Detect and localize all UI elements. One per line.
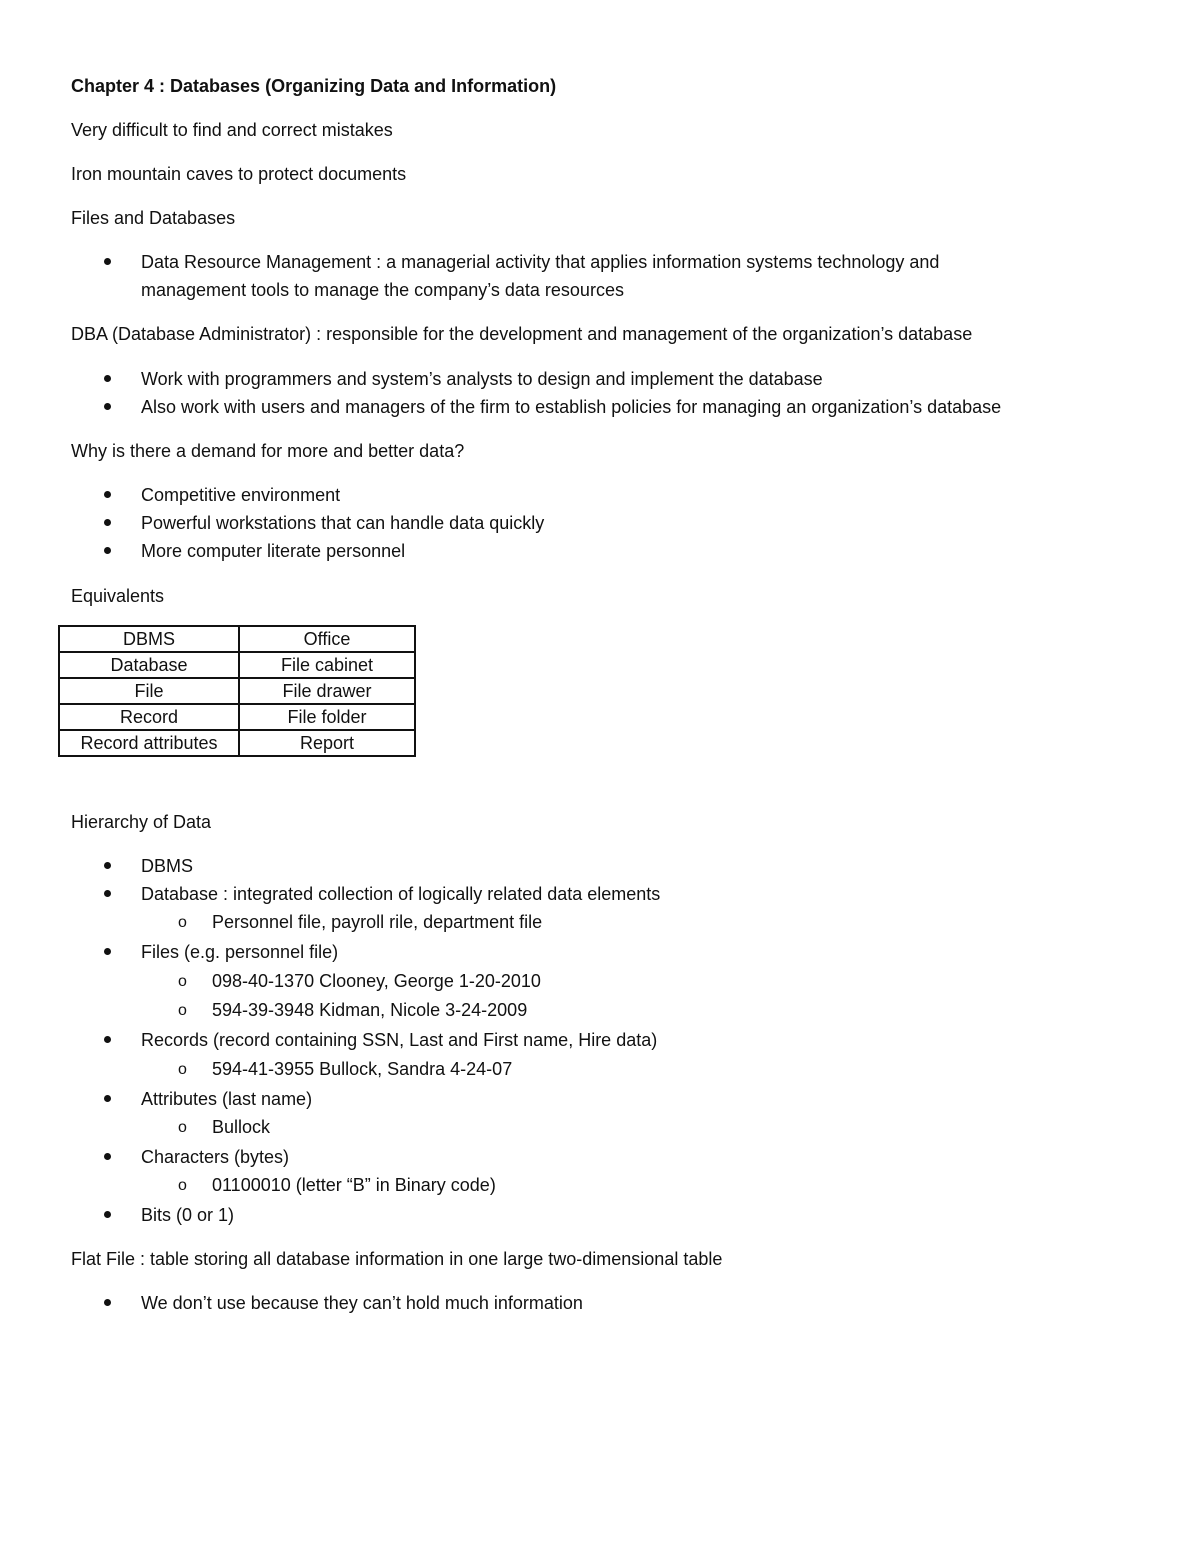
table-cell: DBMS xyxy=(59,626,239,652)
bullet-icon xyxy=(104,948,111,955)
bullet-icon xyxy=(104,1036,111,1043)
list-item: Competitive environment xyxy=(141,485,341,505)
list-item: Bits (0 or 1) xyxy=(141,1205,235,1225)
sub-list-item: 594-39-3948 Kidman, Nicole 3-24-2009 xyxy=(212,1000,528,1020)
bullet-icon xyxy=(104,258,111,265)
bullet-icon xyxy=(104,890,111,897)
sub-list-item: Personnel file, payroll rile, department file xyxy=(212,912,543,932)
list-item: We don’t use because they can’t hold much information xyxy=(141,1293,583,1313)
table-cell: Record attributes xyxy=(59,730,239,756)
bullet-icon xyxy=(104,1153,111,1160)
bullet-icon xyxy=(104,403,111,410)
list-item: Work with programmers and system’s analysts to design and implement the database xyxy=(141,369,823,389)
section-heading-hierarchy: Hierarchy of Data xyxy=(71,812,212,832)
sub-bullet-icon: o xyxy=(178,914,187,931)
list-item: DBMS xyxy=(141,856,194,876)
table-cell: File drawer xyxy=(239,678,415,704)
section-heading-files: Files and Databases xyxy=(71,208,236,228)
equivalents-table xyxy=(58,625,416,757)
sub-bullet-icon: o xyxy=(178,973,187,990)
table-row xyxy=(59,626,415,652)
page-title: Chapter 4 : Databases (Organizing Data and Information) xyxy=(71,76,557,96)
bullet-icon xyxy=(104,375,111,382)
intro-line: Very difficult to find and correct mistakes xyxy=(71,120,393,140)
intro-line: Iron mountain caves to protect documents xyxy=(71,164,407,184)
table-row xyxy=(59,678,415,704)
table-cell: File cabinet xyxy=(239,652,415,678)
sub-list-item: 098-40-1370 Clooney, George 1-20-2010 xyxy=(212,971,541,991)
table-row xyxy=(59,652,415,678)
list-item: Attributes (last name) xyxy=(141,1089,313,1109)
bullet-icon xyxy=(104,519,111,526)
sub-list-item: 01100010 (letter “B” in Binary code) xyxy=(212,1175,496,1195)
section-heading-equivalents: Equivalents xyxy=(71,586,165,606)
bullet-icon xyxy=(104,862,111,869)
section-heading-demand: Why is there a demand for more and better data? xyxy=(71,441,465,461)
bullet-icon xyxy=(104,1211,111,1218)
bullet-icon xyxy=(104,547,111,554)
list-item: More computer literate personnel xyxy=(141,541,406,561)
sub-bullet-icon: o xyxy=(178,1177,187,1194)
list-item: Database : integrated collection of logically related data elements xyxy=(141,884,661,904)
bullet-icon xyxy=(104,1095,111,1102)
bullet-icon xyxy=(104,1299,111,1306)
list-item: Files (e.g. personnel file) xyxy=(141,942,339,962)
table-cell: Report xyxy=(239,730,415,756)
table-row xyxy=(59,704,415,730)
sub-bullet-icon: o xyxy=(178,1061,187,1078)
table-cell: Database xyxy=(59,652,239,678)
section-heading-dba: DBA (Database Administrator) : responsible for the development and management of the organization’s database xyxy=(71,324,973,344)
sub-list-item: 594-41-3955 Bullock, Sandra 4-24-07 xyxy=(212,1059,513,1079)
sub-list-item: Bullock xyxy=(212,1117,271,1137)
list-item-continuation: management tools to manage the company’s data resources xyxy=(141,280,624,300)
list-item: Records (record containing SSN, Last and First name, Hire data) xyxy=(141,1030,658,1050)
table-row xyxy=(59,730,415,756)
sub-bullet-icon: o xyxy=(178,1002,187,1019)
bullet-icon xyxy=(104,491,111,498)
list-item: Powerful workstations that can handle data quickly xyxy=(141,513,545,533)
list-item: Data Resource Management : a managerial activity that applies information systems technology and xyxy=(141,252,940,272)
list-item: Characters (bytes) xyxy=(141,1147,290,1167)
table-cell: File xyxy=(59,678,239,704)
section-heading-flat-file: Flat File : table storing all database information in one large two-dimensional table xyxy=(71,1249,723,1269)
table-cell: File folder xyxy=(239,704,415,730)
list-item: Also work with users and managers of the firm to establish policies for managing an organization’s database xyxy=(141,397,1002,417)
table-cell: Office xyxy=(239,626,415,652)
table-cell: Record xyxy=(59,704,239,730)
sub-bullet-icon: o xyxy=(178,1119,187,1136)
